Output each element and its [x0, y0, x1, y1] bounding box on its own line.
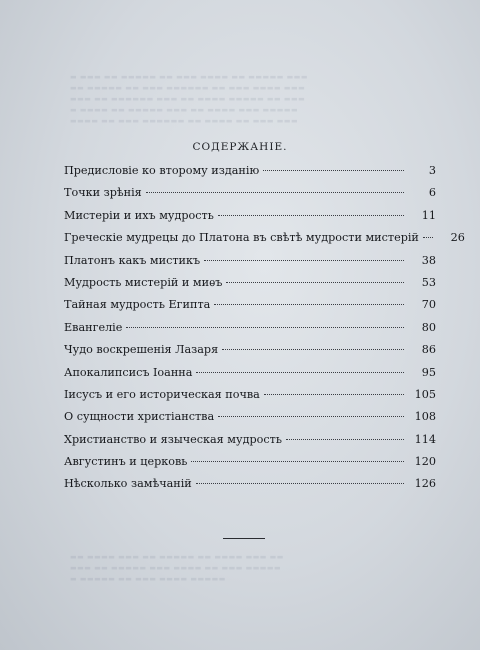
dot-leader: [218, 416, 404, 417]
dot-leader: [264, 394, 404, 395]
toc-entry-title: Мудрость мистерій и миѳъ: [64, 275, 223, 289]
dot-leader: [218, 215, 404, 216]
dot-leader: [196, 372, 404, 373]
toc-entry-title: Іисусъ и его историческая почва: [64, 387, 260, 401]
toc-entry-page: 126: [414, 477, 436, 491]
show-through-bottom: ▬▬ ▬▬▬▬ ▬▬▬ ▬▬ ▬▬▬▬▬ ▬▬ ▬▬▬▬ ▬▬▬ ▬▬ ▬▬▬ ▬▬ ▬▬▬▬▬ ▬▬▬ ▬▬▬▬ ▬▬ ▬▬▬ ▬▬▬▬▬ ▬ ▬▬▬▬▬ ▬▬ ▬▬▬ ▬▬▬▬ ▬▬▬▬▬: [70, 553, 284, 583]
show-through-top: ▬ ▬▬▬ ▬▬ ▬▬▬▬▬ ▬▬ ▬▬▬ ▬▬▬▬ ▬▬ ▬▬▬▬▬ ▬▬▬ ▬▬ ▬▬▬▬▬ ▬▬ ▬▬▬ ▬▬▬▬▬▬ ▬▬ ▬▬▬ ▬▬▬▬ ▬▬▬ ▬▬▬ ▬▬ ▬▬▬▬▬▬ ▬▬▬ ▬▬ ▬▬▬▬ ▬▬▬▬▬ ▬▬ ▬▬▬ ▬ ▬▬▬▬ ▬▬ ▬▬▬▬▬ ▬▬▬ ▬▬ ▬▬▬▬ ▬▬▬ ▬▬▬▬▬ ▬▬▬▬ ▬▬ ▬▬▬ ▬▬▬▬▬▬ ▬▬ ▬▬▬▬ ▬▬ ▬▬▬ ▬▬▬: [70, 73, 308, 125]
toc-entry-title: Тайная мудрость Египта: [64, 298, 211, 312]
toc-entry-page: 26: [450, 231, 465, 245]
toc-title: СОДЕРЖАНІЕ.: [192, 141, 288, 153]
dot-leader: [222, 349, 404, 350]
dot-leader: [126, 327, 404, 328]
toc-entry-page: 3: [428, 164, 436, 177]
toc-entry-page: 11: [421, 208, 436, 222]
toc-entry-title: Нѣсколько замѣчаній: [64, 477, 192, 491]
toc-entry: [64, 186, 436, 208]
toc-entry-page: 38: [421, 253, 436, 267]
dot-leader: [423, 237, 433, 238]
dot-leader: [191, 461, 404, 462]
dot-leader: [263, 170, 404, 171]
dot-leader: [196, 483, 404, 484]
toc-entry: [64, 209, 436, 231]
toc-entry-title: Точки зрѣнія: [64, 186, 142, 200]
toc-entry: [64, 164, 436, 186]
toc-entry: [64, 276, 436, 298]
toc-entry-page: 86: [421, 343, 436, 357]
toc-entry-page: 105: [414, 387, 436, 401]
toc-entry: [64, 231, 465, 253]
toc-entry-title: О сущности христіанства: [64, 410, 215, 424]
closing-rule: [223, 538, 265, 539]
toc-entry-title: Чудо воскрешенія Лазаря: [64, 343, 219, 357]
toc-entry: [64, 254, 436, 276]
toc-entry-title: Платонъ какъ мистикъ: [64, 253, 201, 267]
toc-entry-title: Христианство и языческая мудрость: [64, 432, 282, 446]
toc-entry-title: Августинъ и церковь: [64, 455, 188, 469]
toc-entry-title: Греческіе мудрецы до Платона въ свѣтѣ мудрости мистерій: [64, 231, 419, 245]
toc-entry-title: Предисловіе ко второму изданію: [64, 164, 260, 177]
toc-entry-page: 95: [421, 365, 436, 379]
toc-entry-page: 120: [414, 455, 436, 469]
toc-entry: [64, 455, 436, 477]
toc-entry: [64, 410, 436, 432]
dot-leader: [146, 192, 404, 193]
dot-leader: [204, 260, 404, 261]
toc-entry-title: Евангеліе: [64, 320, 123, 334]
toc-entry: [64, 366, 436, 388]
dot-leader: [214, 304, 404, 305]
toc-entry: [64, 477, 436, 499]
toc-entry: [64, 343, 436, 365]
dot-leader: [226, 282, 404, 283]
toc-entry-title: Апокалипсисъ Іоанна: [64, 365, 193, 379]
toc-entry: [64, 321, 436, 343]
toc-entry-page: 53: [421, 275, 436, 289]
toc-entry-page: 80: [421, 320, 436, 334]
toc-entry-page: 108: [414, 410, 436, 424]
toc-entry-page: 70: [421, 298, 436, 312]
table-of-contents: [64, 164, 465, 500]
toc-entry: [64, 388, 436, 410]
dot-leader: [286, 439, 404, 440]
toc-entry-title: Мистеріи и ихъ мудрость: [64, 208, 214, 222]
toc-entry-page: 114: [414, 432, 436, 446]
toc-entry: [64, 298, 436, 320]
toc-entry-page: 6: [428, 186, 436, 200]
toc-entry: [64, 433, 436, 455]
